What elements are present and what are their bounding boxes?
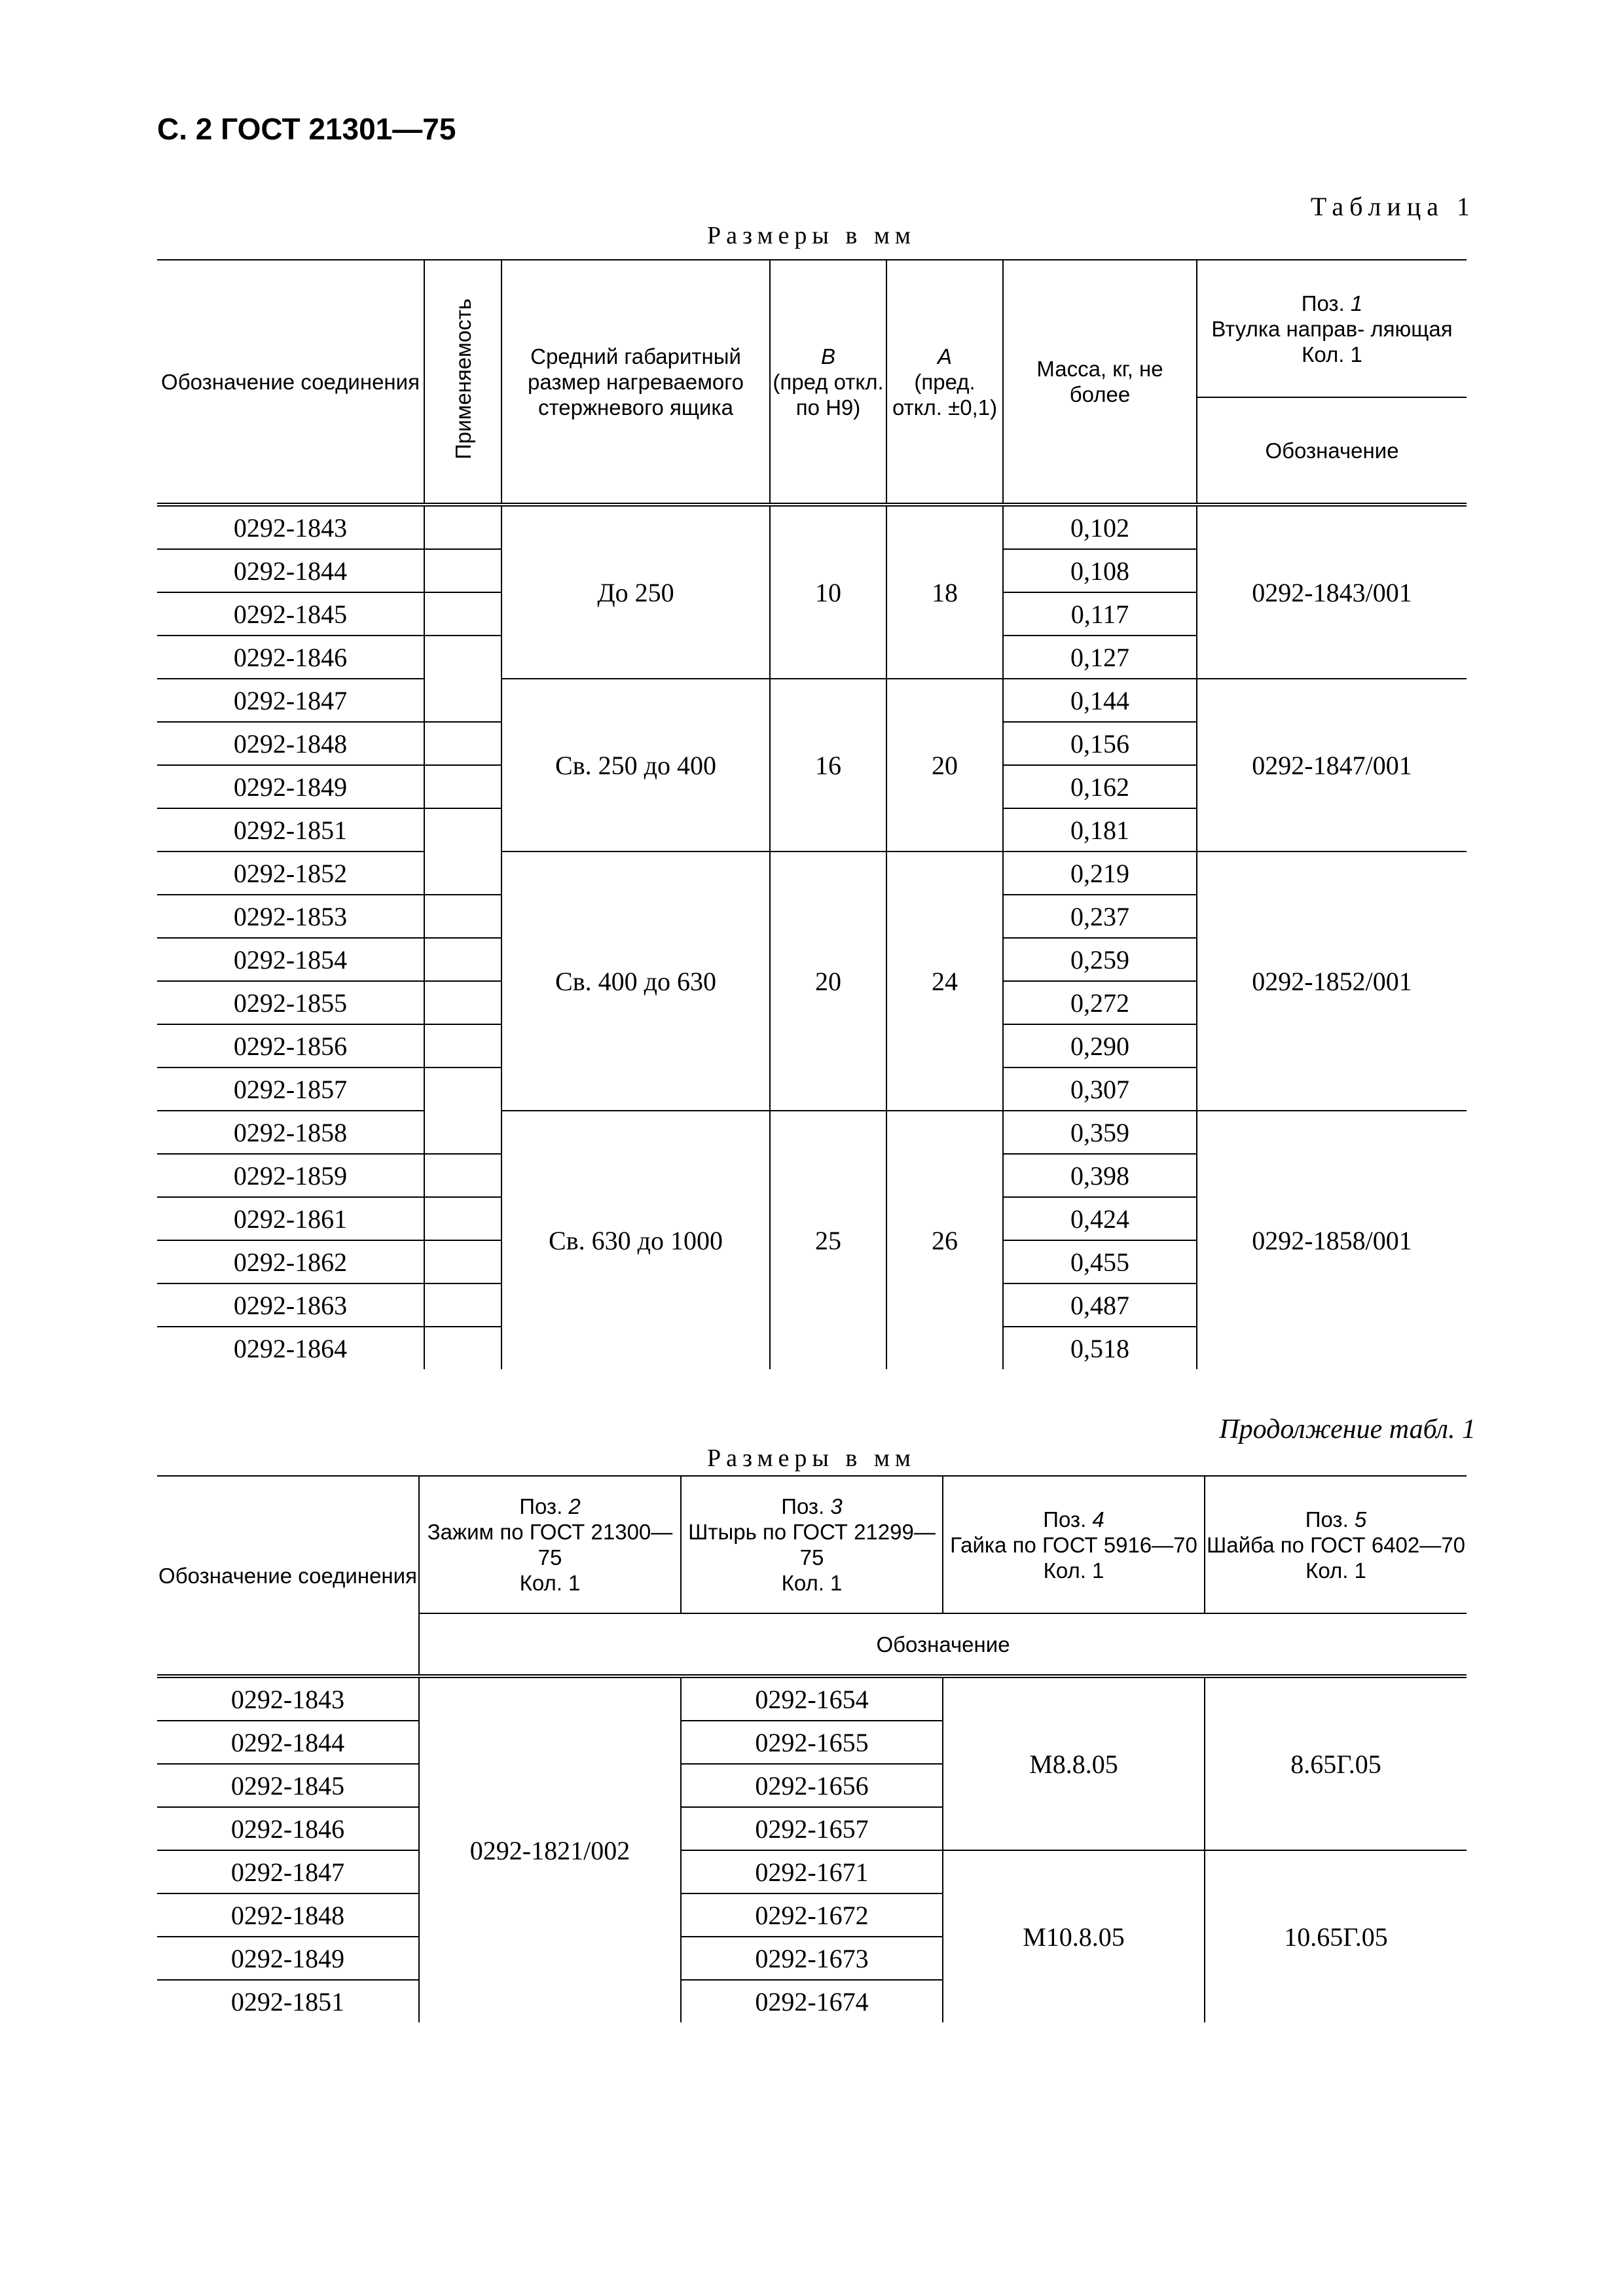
applicability-cell <box>424 895 501 938</box>
washer-cell: 8.65Г.05 <box>1205 1676 1467 1850</box>
mass-cell: 0,219 <box>1003 852 1197 895</box>
designation-cell: 0292-1861 <box>157 1197 424 1240</box>
mass-cell: 0,272 <box>1003 981 1197 1024</box>
designation-cell: 0292-1844 <box>157 1721 419 1764</box>
pin-cell: 0292-1674 <box>681 1980 943 2022</box>
mass-cell: 0,117 <box>1003 592 1197 636</box>
applicability-cell <box>424 938 501 981</box>
avg-size-cell: Св. 400 до 630 <box>501 852 770 1111</box>
table1 <box>157 259 1467 1369</box>
mass-cell: 0,398 <box>1003 1154 1197 1197</box>
a-cell: 24 <box>886 852 1003 1111</box>
designation-cell: 0292-1853 <box>157 895 424 938</box>
applicability-cell <box>424 722 501 765</box>
pin-cell: 0292-1672 <box>681 1893 943 1937</box>
table1-label: Таблица 1 <box>1310 192 1476 221</box>
mass-cell: 0,108 <box>1003 549 1197 592</box>
applicability-cell <box>424 1240 501 1283</box>
mass-cell: 0,307 <box>1003 1067 1197 1111</box>
b-cell: 10 <box>770 505 886 679</box>
a-cell: 18 <box>886 505 1003 679</box>
designation-cell: 0292-1852 <box>157 852 424 895</box>
mass-cell: 0,290 <box>1003 1024 1197 1067</box>
table-row <box>157 1111 1467 1154</box>
mass-cell: 0,127 <box>1003 636 1197 679</box>
nut-cell: М10.8.05 <box>943 1850 1205 2022</box>
applicability-cell <box>424 1067 501 1111</box>
mass-cell: 0,455 <box>1003 1240 1197 1283</box>
designation-cell: 0292-1854 <box>157 938 424 981</box>
designation-cell: 0292-1857 <box>157 1067 424 1111</box>
pin-cell: 0292-1671 <box>681 1850 943 1893</box>
designation-cell: 0292-1846 <box>157 1807 419 1850</box>
designation-cell: 0292-1845 <box>157 592 424 636</box>
t2-col-header-pos4: Поз. 4 Гайка по ГОСТ 5916—70 Кол. 1 <box>943 1476 1205 1613</box>
applicability-cell <box>424 1197 501 1240</box>
designation-cell: 0292-1849 <box>157 765 424 808</box>
table-row <box>157 852 1467 895</box>
col-header-avg-size: Средний габаритный размер нагреваемого стержневого ящика <box>501 260 770 505</box>
mass-cell: 0,259 <box>1003 938 1197 981</box>
a-cell: 26 <box>886 1111 1003 1369</box>
table2-label: Продолжение табл. 1 <box>1219 1414 1476 1444</box>
applicability-cell <box>424 592 501 636</box>
mass-cell: 0,102 <box>1003 505 1197 549</box>
applicability-cell <box>424 1327 501 1369</box>
t2-designation-row: Обозначение <box>419 1613 1467 1676</box>
applicability-cell <box>424 765 501 808</box>
designation-cell: 0292-1845 <box>157 1764 419 1807</box>
designation-cell: 0292-1862 <box>157 1240 424 1283</box>
applicability-cell <box>424 679 501 722</box>
designation-cell: 0292-1864 <box>157 1327 424 1369</box>
designation-cell: 0292-1843 <box>157 505 424 549</box>
mass-cell: 0,518 <box>1003 1327 1197 1369</box>
bushing-cell: 0292-1847/001 <box>1197 679 1467 852</box>
table-row <box>157 505 1467 549</box>
mass-cell: 0,162 <box>1003 765 1197 808</box>
mass-cell: 0,144 <box>1003 679 1197 722</box>
col-header-applicability: Применяемость <box>424 260 501 505</box>
designation-cell: 0292-1848 <box>157 722 424 765</box>
applicability-cell <box>424 636 501 679</box>
b-cell: 20 <box>770 852 886 1111</box>
pin-cell: 0292-1655 <box>681 1721 943 1764</box>
designation-cell: 0292-1859 <box>157 1154 424 1197</box>
applicability-cell <box>424 505 501 549</box>
table2-units: Размеры в мм <box>707 1444 916 1472</box>
designation-cell: 0292-1858 <box>157 1111 424 1154</box>
bushing-cell: 0292-1858/001 <box>1252 1225 1412 1255</box>
avg-size-cell: Св. 250 до 400 <box>501 679 770 852</box>
mass-cell: 0,156 <box>1003 722 1197 765</box>
designation-cell: 0292-1847 <box>157 1850 419 1893</box>
col-header-pos1: Поз. 1 Втулка направ- ляющая Кол. 1 <box>1197 260 1467 397</box>
col-header-mass: Масса, кг, не более <box>1003 260 1197 505</box>
col-header-b: В (пред откл. по Н9) <box>770 260 886 505</box>
designation-cell: 0292-1856 <box>157 1024 424 1067</box>
table-row <box>157 1850 1467 1893</box>
avg-size-cell: До 250 <box>501 505 770 679</box>
pin-cell: 0292-1654 <box>681 1676 943 1721</box>
t2-col-header-pos3: Поз. 3 Штырь по ГОСТ 21299—75 Кол. 1 <box>681 1476 943 1613</box>
washer-cell: 10.65Г.05 <box>1284 1922 1388 1952</box>
applicability-cell <box>424 1283 501 1327</box>
col-header-a: А (пред. откл. ±0,1) <box>886 260 1003 505</box>
designation-cell: 0292-1851 <box>157 808 424 852</box>
table-row <box>157 679 1467 722</box>
col-header-designation: Обозначение соединения <box>157 260 424 505</box>
applicability-cell <box>424 1111 501 1154</box>
designation-cell: 0292-1844 <box>157 549 424 592</box>
mass-cell: 0,237 <box>1003 895 1197 938</box>
designation-cell: 0292-1863 <box>157 1283 424 1327</box>
applicability-cell <box>424 852 501 895</box>
mass-cell: 0,424 <box>1003 1197 1197 1240</box>
pin-cell: 0292-1656 <box>681 1764 943 1807</box>
applicability-cell <box>424 1154 501 1197</box>
designation-cell: 0292-1846 <box>157 636 424 679</box>
bushing-cell: 0292-1843/001 <box>1197 505 1467 679</box>
mass-cell: 0,359 <box>1003 1111 1197 1154</box>
designation-cell: 0292-1851 <box>157 1980 419 2022</box>
b-cell: 25 <box>770 1111 886 1369</box>
col-header-pos1-designation: Обозначение <box>1197 397 1467 505</box>
applicability-cell <box>424 981 501 1024</box>
designation-cell: 0292-1849 <box>157 1937 419 1980</box>
a-cell: 20 <box>886 679 1003 852</box>
t2-col-header-pos2: Поз. 2 Зажим по ГОСТ 21300—75 Кол. 1 <box>419 1476 681 1613</box>
applicability-cell <box>424 808 501 852</box>
pin-cell: 0292-1657 <box>681 1807 943 1850</box>
bushing-cell: 0292-1852/001 <box>1197 852 1467 1111</box>
table1-units: Размеры в мм <box>707 222 916 249</box>
designation-cell: 0292-1855 <box>157 981 424 1024</box>
table2-body <box>157 1676 1467 2022</box>
t2-col-header-pos5: Поз. 5 Шайба по ГОСТ 6402—70 Кол. 1 <box>1205 1476 1467 1613</box>
pin-cell: 0292-1673 <box>681 1937 943 1980</box>
avg-size-cell: Св. 630 до 1000 <box>501 1111 770 1369</box>
page-header: С. 2 ГОСТ 21301—75 <box>157 112 456 146</box>
mass-cell: 0,487 <box>1003 1283 1197 1327</box>
table2 <box>157 1475 1467 2022</box>
designation-cell: 0292-1843 <box>157 1676 419 1721</box>
designation-cell: 0292-1848 <box>157 1893 419 1937</box>
applicability-cell <box>424 1024 501 1067</box>
table1-body <box>157 505 1467 1369</box>
clamp-cell: 0292-1821/002 <box>419 1676 681 2022</box>
b-cell: 16 <box>770 679 886 852</box>
table-row <box>157 1676 1467 1721</box>
applicability-cell <box>424 549 501 592</box>
t2-col-header-designation: Обозначение соединения <box>157 1476 419 1676</box>
designation-cell: 0292-1847 <box>157 679 424 722</box>
nut-cell: М8.8.05 <box>943 1676 1205 1850</box>
mass-cell: 0,181 <box>1003 808 1197 852</box>
